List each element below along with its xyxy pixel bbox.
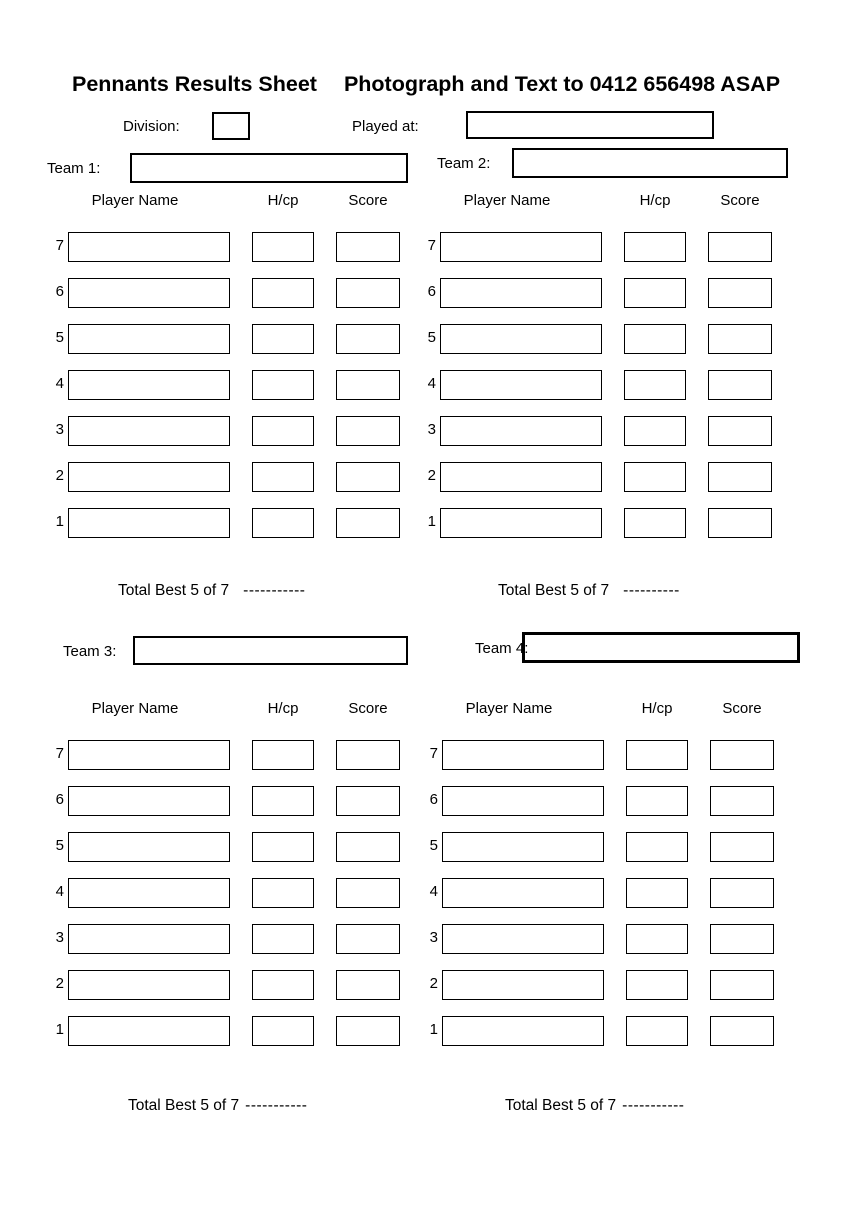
player-name-input[interactable] — [68, 740, 230, 770]
table-row — [40, 232, 412, 262]
hcp-input[interactable] — [626, 1016, 688, 1046]
table-row — [414, 878, 786, 908]
team2-results-table — [412, 192, 784, 542]
player-name-input[interactable] — [68, 416, 230, 446]
score-input[interactable] — [336, 462, 400, 492]
row-number: 6 — [427, 283, 436, 300]
hcp-input[interactable] — [252, 740, 314, 770]
score-input[interactable] — [708, 232, 772, 262]
total-dashes: ----------- — [243, 582, 306, 599]
hcp-header: H/cp — [267, 192, 299, 209]
score-header: Score — [348, 700, 388, 717]
hcp-input[interactable] — [252, 370, 314, 400]
row-number: 2 — [427, 467, 436, 484]
row-number: 7 — [429, 745, 438, 762]
team3-total — [128, 1097, 307, 1115]
player-name-input[interactable] — [442, 786, 604, 816]
score-input[interactable] — [708, 278, 772, 308]
player-name-header: Player Name — [463, 192, 551, 209]
played-at-label: Played at: — [352, 118, 419, 135]
player-name-input[interactable] — [68, 278, 230, 308]
hcp-input[interactable] — [626, 970, 688, 1000]
table-row — [40, 924, 412, 954]
table-row — [412, 278, 784, 308]
score-input[interactable] — [336, 508, 400, 538]
table-row — [412, 462, 784, 492]
total-label: Total Best 5 of 7 — [505, 1097, 617, 1114]
table-row — [412, 324, 784, 354]
row-number: 7 — [55, 745, 64, 762]
row-number: 6 — [55, 283, 64, 300]
row-number: 4 — [55, 375, 64, 392]
team2-name-input[interactable] — [512, 148, 788, 178]
table-row — [40, 462, 412, 492]
team3-label: Team 3: — [63, 643, 117, 660]
score-input[interactable] — [336, 232, 400, 262]
player-name-input[interactable] — [68, 1016, 230, 1046]
player-name-input[interactable] — [442, 1016, 604, 1046]
score-input[interactable] — [336, 970, 400, 1000]
player-name-input[interactable] — [68, 508, 230, 538]
row-number: 7 — [427, 237, 436, 254]
score-input[interactable] — [336, 324, 400, 354]
player-name-header: Player Name — [91, 192, 179, 209]
table-row — [414, 786, 786, 816]
hcp-input[interactable] — [252, 786, 314, 816]
team4-label: Team 4: — [475, 640, 529, 657]
hcp-input[interactable] — [252, 508, 314, 538]
row-number: 4 — [55, 883, 64, 900]
score-input[interactable] — [336, 786, 400, 816]
total-dashes: ----------- — [622, 1097, 685, 1114]
team1-results-table — [40, 192, 412, 542]
table-header-row — [412, 192, 784, 210]
player-name-input[interactable] — [68, 786, 230, 816]
player-name-input[interactable] — [442, 878, 604, 908]
hcp-input[interactable] — [624, 278, 686, 308]
player-name-input[interactable] — [440, 232, 602, 262]
table-row — [40, 878, 412, 908]
total-dashes: ----------- — [245, 1097, 308, 1114]
row-number: 5 — [429, 837, 438, 854]
hcp-input[interactable] — [252, 416, 314, 446]
player-name-input[interactable] — [440, 370, 602, 400]
table-row — [412, 508, 784, 538]
total-label: Total Best 5 of 7 — [128, 1097, 240, 1114]
team2-label: Team 2: — [437, 155, 491, 172]
row-number: 1 — [427, 513, 436, 530]
table-row — [40, 324, 412, 354]
hcp-input[interactable] — [252, 232, 314, 262]
player-name-input[interactable] — [68, 832, 230, 862]
table-row — [414, 1016, 786, 1046]
total-label: Total Best 5 of 7 — [498, 582, 610, 599]
score-header: Score — [348, 192, 388, 209]
player-name-input[interactable] — [68, 878, 230, 908]
score-input[interactable] — [336, 740, 400, 770]
total-dashes: ---------- — [623, 582, 680, 599]
player-name-input[interactable] — [440, 462, 602, 492]
score-input[interactable] — [710, 740, 774, 770]
played-at-input[interactable] — [466, 111, 714, 139]
score-header: Score — [720, 192, 760, 209]
table-row — [40, 370, 412, 400]
team3-name-input[interactable] — [133, 636, 408, 665]
row-number: 4 — [429, 883, 438, 900]
score-input[interactable] — [708, 324, 772, 354]
player-name-input[interactable] — [68, 232, 230, 262]
hcp-input[interactable] — [624, 508, 686, 538]
score-input[interactable] — [336, 1016, 400, 1046]
row-number: 1 — [429, 1021, 438, 1038]
score-input[interactable] — [708, 370, 772, 400]
score-input[interactable] — [336, 278, 400, 308]
hcp-header: H/cp — [267, 700, 299, 717]
table-row — [412, 416, 784, 446]
team4-name-input[interactable] — [522, 632, 800, 663]
score-input[interactable] — [336, 370, 400, 400]
player-name-input[interactable] — [440, 416, 602, 446]
hcp-input[interactable] — [626, 832, 688, 862]
table-row — [40, 508, 412, 538]
hcp-input[interactable] — [252, 462, 314, 492]
table-header-row — [40, 700, 412, 718]
team1-name-input[interactable] — [130, 153, 408, 183]
score-input[interactable] — [708, 508, 772, 538]
hcp-input[interactable] — [626, 878, 688, 908]
table-row — [40, 832, 412, 862]
table-row — [40, 416, 412, 446]
hcp-header: H/cp — [639, 192, 671, 209]
score-input[interactable] — [336, 924, 400, 954]
score-input[interactable] — [710, 832, 774, 862]
table-row — [40, 740, 412, 770]
score-input[interactable] — [708, 416, 772, 446]
team4-total — [505, 1097, 684, 1115]
table-header-row — [414, 700, 786, 718]
player-name-input[interactable] — [442, 970, 604, 1000]
player-name-input[interactable] — [440, 278, 602, 308]
row-number: 2 — [55, 467, 64, 484]
hcp-input[interactable] — [252, 970, 314, 1000]
player-name-input[interactable] — [68, 370, 230, 400]
table-row — [414, 924, 786, 954]
table-row — [414, 970, 786, 1000]
row-number: 1 — [55, 1021, 64, 1038]
row-number: 3 — [429, 929, 438, 946]
table-row — [40, 786, 412, 816]
row-number: 6 — [55, 791, 64, 808]
team3-results-table — [40, 700, 412, 1050]
hcp-input[interactable] — [252, 1016, 314, 1046]
score-input[interactable] — [336, 878, 400, 908]
row-number: 3 — [427, 421, 436, 438]
hcp-input[interactable] — [252, 832, 314, 862]
hcp-input[interactable] — [624, 324, 686, 354]
table-row — [40, 278, 412, 308]
row-number: 5 — [55, 329, 64, 346]
table-row — [412, 232, 784, 262]
score-input[interactable] — [710, 786, 774, 816]
table-row — [40, 1016, 412, 1046]
player-name-input[interactable] — [68, 924, 230, 954]
row-number: 3 — [55, 929, 64, 946]
hcp-input[interactable] — [624, 370, 686, 400]
hcp-input[interactable] — [252, 878, 314, 908]
player-name-input[interactable] — [440, 508, 602, 538]
row-number: 2 — [55, 975, 64, 992]
row-number: 5 — [427, 329, 436, 346]
team4-results-table — [414, 700, 786, 1050]
team2-total — [498, 582, 680, 600]
division-input[interactable] — [212, 112, 250, 140]
hcp-input[interactable] — [252, 924, 314, 954]
hcp-input[interactable] — [624, 462, 686, 492]
table-row — [412, 370, 784, 400]
score-input[interactable] — [710, 1016, 774, 1046]
hcp-input[interactable] — [626, 786, 688, 816]
hcp-header: H/cp — [641, 700, 673, 717]
hcp-input[interactable] — [252, 278, 314, 308]
hcp-input[interactable] — [626, 740, 688, 770]
team1-label: Team 1: — [47, 160, 101, 177]
player-name-input[interactable] — [442, 740, 604, 770]
score-input[interactable] — [710, 924, 774, 954]
score-input[interactable] — [336, 832, 400, 862]
hcp-input[interactable] — [626, 924, 688, 954]
row-number: 2 — [429, 975, 438, 992]
page-title-left: Pennants Results Sheet — [72, 72, 317, 96]
table-row — [414, 832, 786, 862]
score-header: Score — [722, 700, 762, 717]
team1-total — [118, 582, 305, 600]
table-row — [40, 970, 412, 1000]
table-row — [414, 740, 786, 770]
player-name-header: Player Name — [465, 700, 553, 717]
page-title — [72, 72, 780, 97]
row-number: 6 — [429, 791, 438, 808]
score-input[interactable] — [710, 970, 774, 1000]
row-number: 7 — [55, 237, 64, 254]
row-number: 5 — [55, 837, 64, 854]
player-name-input[interactable] — [442, 924, 604, 954]
row-number: 1 — [55, 513, 64, 530]
row-number: 3 — [55, 421, 64, 438]
total-label: Total Best 5 of 7 — [118, 582, 230, 599]
score-input[interactable] — [708, 462, 772, 492]
hcp-input[interactable] — [252, 324, 314, 354]
division-label: Division: — [123, 118, 180, 135]
score-input[interactable] — [336, 416, 400, 446]
player-name-input[interactable] — [68, 462, 230, 492]
player-name-input[interactable] — [68, 970, 230, 1000]
player-name-input[interactable] — [440, 324, 602, 354]
hcp-input[interactable] — [624, 416, 686, 446]
table-header-row — [40, 192, 412, 210]
hcp-input[interactable] — [624, 232, 686, 262]
page-title-right: Photograph and Text to 0412 656498 ASAP — [343, 72, 781, 96]
player-name-input[interactable] — [68, 324, 230, 354]
player-name-header: Player Name — [91, 700, 179, 717]
score-input[interactable] — [710, 878, 774, 908]
row-number: 4 — [427, 375, 436, 392]
player-name-input[interactable] — [442, 832, 604, 862]
